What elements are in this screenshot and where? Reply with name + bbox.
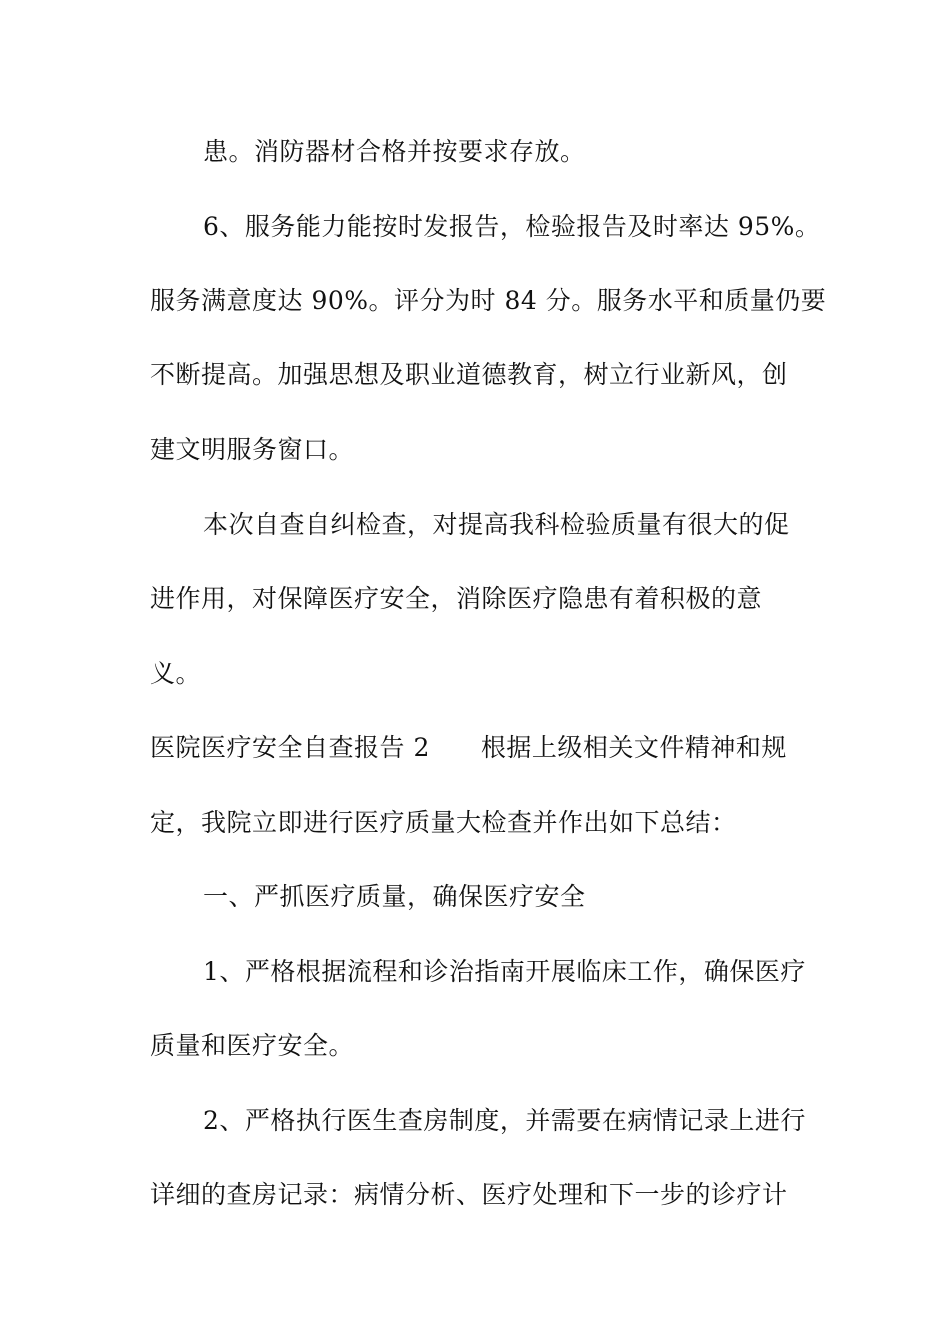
text-line: 6、服务能力能按时发报告，检验报告及时率达 95%。 — [203, 212, 821, 241]
text-line: 2、严格执行医生查房制度，并需要在病情记录上进行 — [203, 1106, 806, 1135]
text-line: 进作用，对保障医疗安全，消除医疗隐患有着积极的意 — [150, 584, 763, 613]
text-line: 义。 — [150, 659, 202, 688]
text-line: 详细的查房记录：病情分析、医疗处理和下一步的诊疗计 — [150, 1180, 788, 1209]
text-line: 服务满意度达 90%。评分为时 84 分。服务水平和质量仍要 — [150, 286, 827, 315]
subheading: 一、严抓医疗质量，确保医疗安全 — [203, 882, 586, 911]
text-line: 不断提高。加强思想及职业道德教育，树立行业新风，创 — [150, 360, 788, 389]
text-line: 1、严格根据流程和诊治指南开展临床工作，确保医疗 — [203, 957, 806, 986]
text-line: 定，我院立即进行医疗质量大检查并作出如下总结： — [150, 808, 737, 837]
text-line: 患。消防器材合格并按要求存放。 — [203, 137, 586, 166]
text-line: 本次自查自纠检查，对提高我科检验质量有很大的促 — [203, 510, 790, 539]
text-line: 建文明服务窗口。 — [150, 435, 355, 464]
text-line: 质量和医疗安全。 — [150, 1031, 355, 1060]
section-heading: 医院医疗安全自查报告 2 根据上级相关文件精神和规 — [150, 733, 787, 762]
